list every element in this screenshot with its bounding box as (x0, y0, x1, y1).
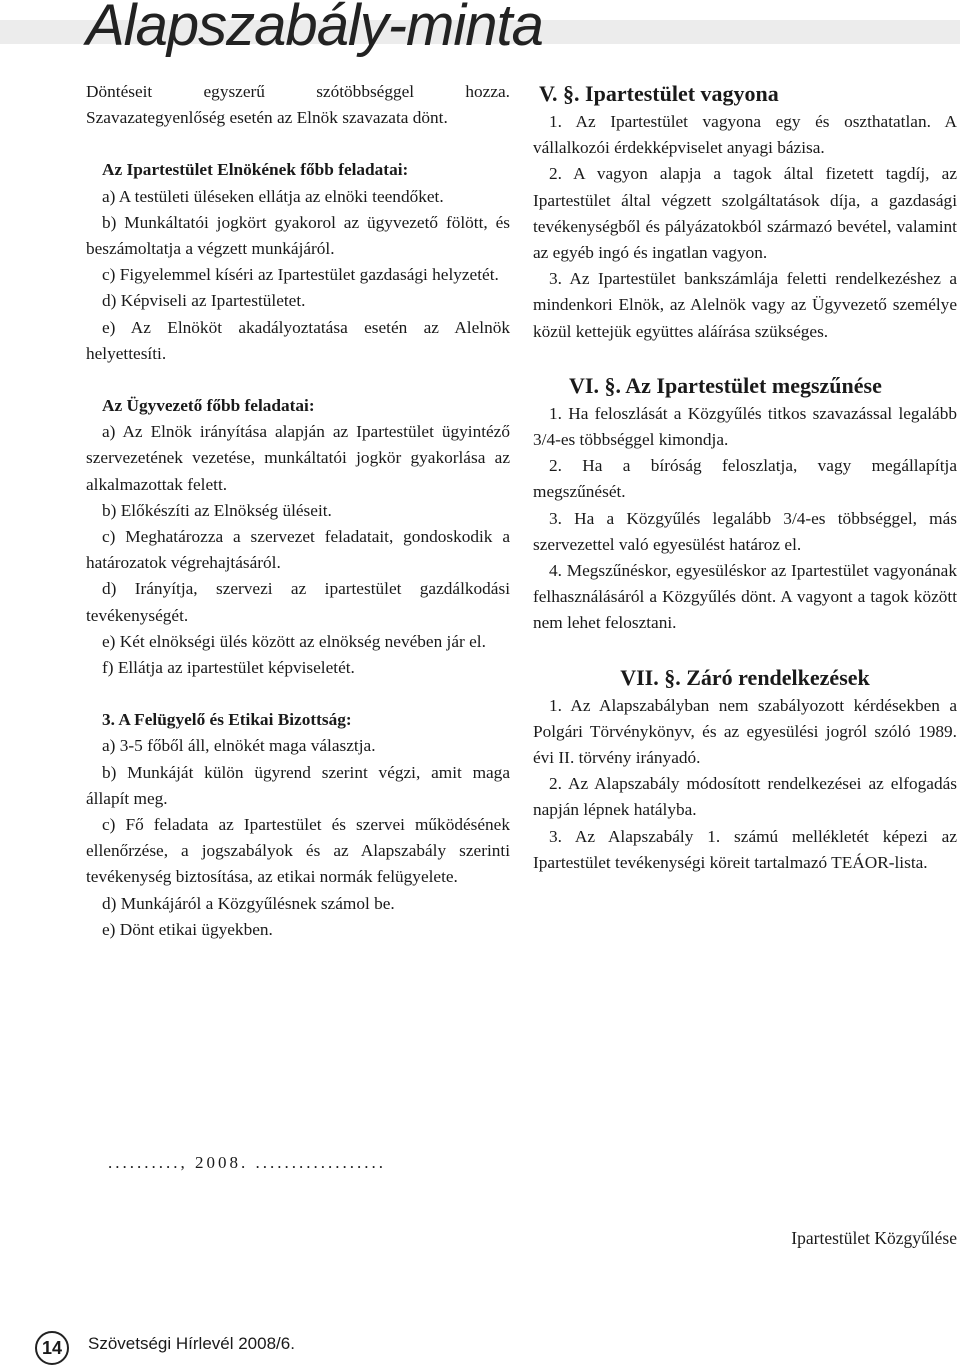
committee-item: b) Munkáját külön ügyrend szerint végzi, amit maga állapít meg. (86, 762, 510, 808)
dissolution-item: 2. Ha a bíróság feloszlatja, vagy megállapítja megszűnését. (533, 456, 957, 502)
director-duties-heading: Az Ügyvezető főbb feladatai: (102, 396, 315, 416)
director-item: b) Előkészíti az Elnökség üléseit. (102, 500, 332, 520)
chapter-vii-heading: VII. §. Záró rendelkezések (620, 664, 870, 690)
chair-item: e) Az Elnököt akadályoztatása esetén az Alelnök helyettesíti. (86, 317, 510, 363)
director-item: c) Meghatározza a szervezet feladatait, gondoskodik a határozatok végrehajtásáról. (86, 527, 510, 573)
page-number-badge: 14 (35, 1331, 69, 1365)
assets-item: 1. Az Ipartestület vagyona egy és oszthatatlan. A vállalkozói érdekképviselet anyagi bázisa. (533, 112, 957, 158)
right-column (533, 79, 957, 876)
dissolution-item: 3. Ha a Közgyűlés legalább 3/4-es többséggel, más szervezettel való egyesülést határoz el. (533, 508, 957, 554)
chair-item: c) Figyelemmel kíséri az Ipartestület gazdasági helyzetét. (102, 265, 499, 285)
committee-item: c) Fő feladata az Ipartestület és szervei működésének ellenőrzése, a jogszabályok és az Alapszabály szerinti tevékenység biztosítása, az etikai normák felügyelete. (86, 815, 510, 887)
director-item: e) Két elnökségi ülés között az elnökség nevében jár el. (102, 631, 486, 651)
left-column (86, 79, 510, 943)
committee-item: e) Dönt etikai ügyekben. (102, 919, 273, 939)
date-line: .........., 2008. .................. (108, 1153, 386, 1172)
closing-item: 3. Az Alapszabály 1. számú mellékletét képezi az Ipartestület tevékenységi köreit tartalmazó TEÁOR-lista. (533, 826, 957, 872)
committee-item: d) Munkájáról a Közgyűlésnek számol be. (102, 893, 395, 913)
closing-item: 2. Az Alapszabály módosított rendelkezései az elfogadás napján lépnek hatályba. (533, 774, 957, 820)
director-item: f) Ellátja az ipartestület képviseletét. (102, 658, 355, 678)
assets-item: 3. Az Ipartestület bankszámlája feletti rendelkezéshez a mindenkori Elnök, az Alelnök vagy az Ügyvezető személye közül kettejük együttes aláírása szükséges. (533, 269, 957, 341)
chair-duties-heading: Az Ipartestület Elnökének főbb feladatai: (102, 160, 409, 180)
closing-item: 1. Az Alapszabályban nem szabályozott kérdésekben a Polgári Törvénykönyv, és az egyesülési jogról szóló 1989. évi II. törvény irányadó. (533, 695, 957, 768)
publication-name: Szövetségi Hírlevél 2008/6. (88, 1334, 295, 1353)
signature: Ipartestület Közgyűlése (791, 1228, 957, 1248)
director-item: a) Az Elnök irányítása alapján az Ipartestület ügyintéző szervezetének vezetése, munkáltatói jogkör gyakorlása az alkalmazottak felett. (86, 422, 510, 494)
chair-item: d) Képviseli az Ipartestületet. (102, 291, 306, 311)
dissolution-item: 1. Ha feloszlását a Közgyűlés titkos szavazással legalább 3/4-es többséggel kimondja. (533, 403, 957, 450)
chapter-v-heading: V. §. Ipartestület vagyona (539, 81, 779, 106)
committee-heading: 3. A Felügyelő és Etikai Bizottság: (102, 710, 352, 730)
intro-paragraph: Döntéseit egyszerű szótöbbséggel hozza. Szavazategyenlőség esetén az Elnök szavazata dönt. (86, 82, 510, 128)
committee-item: a) 3-5 főből áll, elnökét maga választja. (102, 736, 376, 756)
director-item: d) Irányítja, szervezi az ipartestület gazdálkodási tevékenységét. (86, 579, 510, 625)
chair-item: a) A testületi üléseken ellátja az elnöki teendőket. (102, 186, 444, 206)
dissolution-item: 4. Megszűnéskor, egyesüléskor az Ipartestület vagyonának felhasználásáról a Közgyűlés dönt. A vagyont a tagok között nem lehet felosztani. (533, 561, 957, 633)
chapter-vi-heading: VI. §. Az Ipartestület megszűnése (569, 372, 882, 398)
assets-item: 2. A vagyon alapja a tagok által fizetett tagdíj, az Ipartestület által végzett szolgáltatások díja, a gazdasági tevékenységből és pályázatokból származó bevétel, valamint az egyéb ingó és ingatlan vagyon. (533, 164, 957, 263)
page-title: Alapszabály-minta (86, 0, 543, 58)
chair-item: b) Munkáltatói jogkört gyakorol az ügyvezető fölött, és beszámoltatja a végzett munkájáról. (86, 212, 510, 259)
